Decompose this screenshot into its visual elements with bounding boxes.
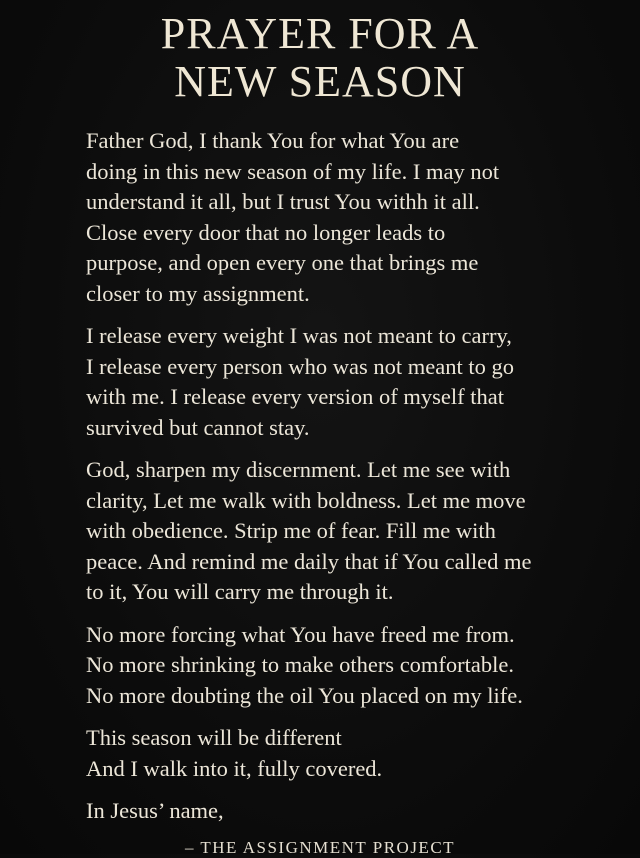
text-line: closer to my assignment. xyxy=(86,280,310,306)
text-line: In Jesus’ name, xyxy=(86,798,224,823)
text-line: No more shrinking to make others comfortable. xyxy=(86,652,515,677)
text-line: No more forcing what You have freed me from. xyxy=(86,621,515,647)
text-line: clarity, Let me walk with boldness. Let me move xyxy=(86,487,526,513)
paragraph-release xyxy=(86,321,616,443)
text-line: survived but cannot stay. xyxy=(86,414,310,440)
paragraph-discernment xyxy=(86,455,616,608)
text-line: with me. I release every version of myself that xyxy=(86,384,504,409)
text-line: peace. And remind me daily that if You called me xyxy=(86,548,532,574)
text-line: And I walk into it, fully covered. xyxy=(86,755,383,781)
paragraph-closing xyxy=(86,796,616,827)
text-line: God, sharpen my discernment. Let me see with xyxy=(86,457,511,482)
signature: – THE ASSIGNMENT PROJECT xyxy=(184,838,456,857)
text-line: I release every weight I was not meant to carry, xyxy=(86,323,512,348)
paragraph-gratitude xyxy=(86,126,616,309)
text-line: This season will be different xyxy=(86,725,342,750)
text-line: understand it all, but I trust You withh it all. xyxy=(86,189,480,214)
title-line-1: PRAYER FOR A xyxy=(160,9,480,58)
title-line-2: NEW SEASON xyxy=(174,57,466,106)
text-line: I release every person who was not meant to go xyxy=(86,353,514,379)
text-line: with obedience. Strip me of fear. Fill me with xyxy=(86,518,496,543)
text-line: doing in this new season of my life. I may not xyxy=(86,158,500,184)
page-title xyxy=(0,10,640,106)
text-line: purpose, and open every one that brings me xyxy=(86,250,479,275)
prayer-body xyxy=(86,126,616,839)
text-line: Father God, I thank You for what You are xyxy=(86,128,460,153)
paragraph-no-more xyxy=(86,620,616,712)
text-line: Close every door that no longer leads to xyxy=(86,219,446,245)
text-line: No more doubting the oil You placed on my life. xyxy=(86,682,523,708)
text-line: to it, You will carry me through it. xyxy=(86,579,394,604)
paragraph-season xyxy=(86,723,616,784)
